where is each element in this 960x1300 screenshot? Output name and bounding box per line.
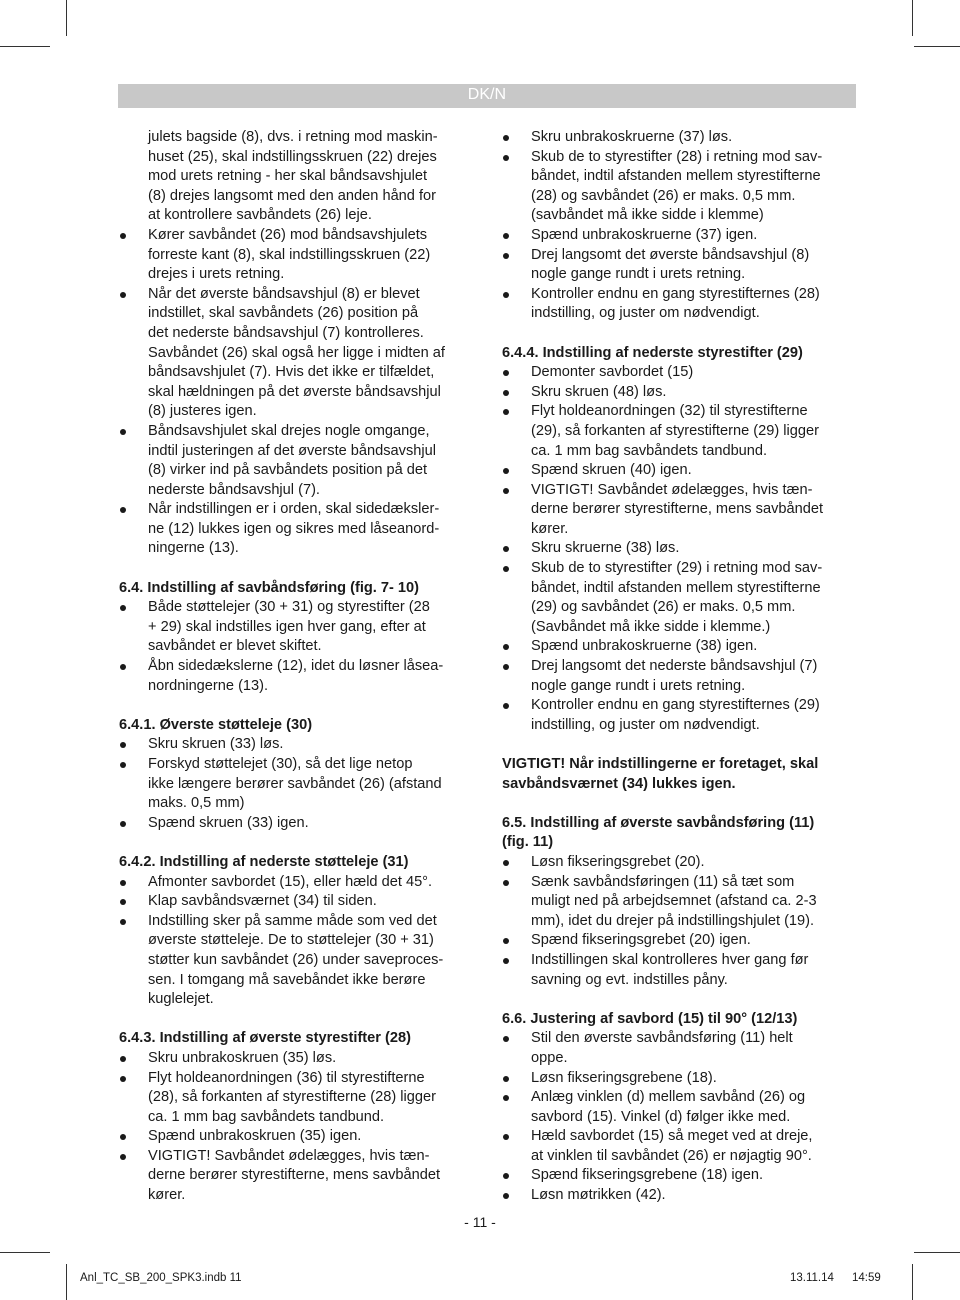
bullet-item <box>502 559 864 637</box>
text-line: maks. 0,5 mm) <box>148 795 245 812</box>
text-line: Løsn møtrikken (42). <box>531 1187 666 1204</box>
text-line: Båndsavshjulet skal drejes nogle omgange, <box>148 422 430 439</box>
spacer <box>119 1010 481 1030</box>
bullet-item <box>502 637 864 657</box>
bullet-item <box>119 1069 481 1128</box>
text-line: ningerne (13). <box>148 540 239 557</box>
bullet-item <box>502 285 864 324</box>
text-line: Indstillingen skal kontrolleres hver gang før <box>531 951 809 968</box>
text-line: at vinklen til savbåndet (26) er nøjagtig 90°. <box>531 1147 812 1164</box>
text-line: nederste båndsavshjul (7). <box>148 481 320 498</box>
left-column <box>119 128 481 1206</box>
bullet-item <box>502 539 864 559</box>
bullet-item <box>119 657 481 696</box>
text-line: Demonter savbordet (15) <box>531 364 694 381</box>
text-line: indtil justeringen af det øverste båndsavshjul <box>148 442 436 459</box>
text-line: derne berører styrestifterne, mens savbåndet <box>148 1167 441 1184</box>
spacer <box>502 324 864 344</box>
text-line: (29) og savbåndet (26) er maks. 0,5 mm. <box>531 599 796 616</box>
text-line: Spænd unbrakoskruerne (37) igen. <box>531 226 758 243</box>
text-line: nogle gange rundt i urets retning. <box>531 266 746 283</box>
text-line: Sænk savbåndsføringen (11) så tæt som <box>531 873 795 890</box>
bullet-item <box>119 1127 481 1147</box>
text-line: (fig. 11) <box>502 834 554 851</box>
text-line: forreste kant (8), skal indstillingsskruen (22) <box>148 246 431 263</box>
text-line: Kontroller endnu en gang styrestifternes (28) <box>531 285 820 302</box>
spacer <box>502 990 864 1010</box>
bullet-item <box>119 598 481 657</box>
bullet-item <box>502 128 864 148</box>
text-line: muligt ned på arbejdsemnet (afstand ca. 2-3 <box>531 893 817 910</box>
bullet-item <box>502 148 864 226</box>
bullet-item <box>502 873 864 932</box>
text-line: Drej langsomt det nederste båndsavshjul (7) <box>531 658 818 675</box>
text-line: 6.4.3. Indstilling af øverste styrestifter (28) <box>119 1030 411 1047</box>
crop-mark <box>912 0 913 36</box>
text-line: båndet, indtil afstanden mellem styrestifterne <box>531 168 821 185</box>
page-number: - 11 - <box>464 1214 496 1230</box>
text-line: Skru skruerne (38) løs. <box>531 540 680 557</box>
bullet-item <box>502 1127 864 1166</box>
bullet-item <box>119 500 481 559</box>
section-heading <box>502 344 864 364</box>
text-line: VIGTIGT! Savbåndet ødelægges, hvis tæn- <box>148 1147 430 1164</box>
text-line: ne (12) lukkes igen og sikres med låseanord- <box>148 520 440 537</box>
bullet-item <box>119 873 481 893</box>
bullet-item <box>119 735 481 755</box>
text-line: Kontroller endnu en gang styrestifternes (29) <box>531 697 820 714</box>
bullet-item <box>502 951 864 990</box>
text-line: skal hældningen på det øverste båndsavshjul <box>148 383 441 400</box>
section-heading <box>502 755 864 794</box>
bullet-item <box>119 1147 481 1206</box>
text-line: (28), så forkanten af styrestifterne (28) ligger <box>148 1089 436 1106</box>
bullet-item <box>502 402 864 461</box>
text-line: nordningerne (13). <box>148 677 269 694</box>
footer-file: Anl_TC_SB_200_SPK3.indb 11 <box>80 1272 242 1284</box>
text-line: savbord (15). Vinkel (d) følger ikke med. <box>531 1108 791 1125</box>
bullet-item <box>502 853 864 873</box>
text-line: Skub de to styrestifter (29) i retning mod sav- <box>531 560 823 577</box>
text-line: kører. <box>531 520 569 537</box>
bullet-item <box>502 1029 864 1068</box>
text-line: kuglelejet. <box>148 991 214 1008</box>
bullet-item <box>502 481 864 540</box>
bullet-item <box>502 363 864 383</box>
text-line: mm), idet du drejer på indstillingshjulet (19). <box>531 912 815 929</box>
section-heading <box>119 853 481 873</box>
text-line: Skru unbrakoskruerne (37) løs. <box>531 129 733 145</box>
crop-mark <box>914 46 960 47</box>
text-line: julets bagside (8), dvs. i retning mod maskin- <box>148 129 438 145</box>
bullet-item <box>502 1069 864 1089</box>
bullet-item <box>502 246 864 285</box>
text-line: Løsn fikseringsgrebet (20). <box>531 853 705 870</box>
crop-mark <box>66 0 67 36</box>
bullet-item <box>502 1166 864 1186</box>
text-line: VIGTIGT! Savbåndet ødelægges, hvis tæn- <box>531 481 813 498</box>
text-line: (28) og savbåndet (26) er maks. 0,5 mm. <box>531 187 796 204</box>
bullet-item <box>119 814 481 834</box>
text-line: Drej langsomt det øverste båndsavshjul (8) <box>531 246 810 263</box>
text-line: 6.4.4. Indstilling af nederste styrestifter (29) <box>502 344 803 361</box>
section-heading <box>119 1029 481 1049</box>
text-line: båndsavshjulet (7). Hvis det ikke er tilfældet, <box>148 364 435 381</box>
bullet-item <box>119 912 481 1010</box>
bullet-item <box>502 383 864 403</box>
text-line: Spænd unbrakoskruen (35) igen. <box>148 1128 362 1145</box>
text-line: (29), så forkanten af styrestifterne (29) ligger <box>531 422 819 439</box>
text-line: oppe. <box>531 1049 568 1066</box>
crop-mark <box>0 46 50 47</box>
text-line: Skru skruen (48) løs. <box>531 383 667 400</box>
text-line: støtter kun savbåndet (26) under saveproces- <box>148 951 444 968</box>
text-line: Både støttelejer (30 + 31) og styrestifter (28 <box>148 599 430 616</box>
text-line: båndet, indtil afstanden mellem styrestifterne <box>531 579 821 596</box>
text-line: Åbn sidedækslerne (12), idet du løsner låsea- <box>148 658 444 675</box>
bullet-item <box>119 755 481 814</box>
text-line: ikke længere berører savbåndet (26) (afstand <box>148 775 442 792</box>
footer-time: 14:59 <box>852 1272 881 1284</box>
text-line: Skru unbrakoskruen (35) løs. <box>148 1049 337 1066</box>
text-line: mod urets retning - her skal båndsavshjulet <box>148 168 428 185</box>
bullet-item <box>502 1088 864 1127</box>
text-line: 6.4.1. Øverste støtteleje (30) <box>119 716 313 733</box>
text-line: Klap savbåndsværnet (34) til siden. <box>148 893 377 910</box>
header-bar <box>118 84 856 108</box>
text-line: Savbåndet (26) skal også her ligge i midten af <box>148 344 445 361</box>
text-line: Når det øverste båndsavshjul (8) er blevet <box>148 285 420 302</box>
text-line: øverste støtteleje. De to støttelejer (30 + 31) <box>148 932 434 949</box>
text-line: derne berører styrestifterne, mens savbåndet <box>531 501 824 518</box>
crop-mark <box>914 1252 960 1253</box>
spacer <box>502 794 864 814</box>
paragraph <box>119 128 481 226</box>
crop-mark <box>912 1264 913 1300</box>
text-line: (savbåndet må ikke sidde i klemme) <box>531 207 764 224</box>
bullet-item <box>502 931 864 951</box>
spacer <box>502 735 864 755</box>
bullet-item <box>502 657 864 696</box>
text-line: 6.5. Indstilling af øverste savbåndsføring (11) <box>502 814 815 831</box>
text-line: (Savbåndet må ikke sidde i klemme.) <box>531 618 771 635</box>
text-line: huset (25), skal indstillingsskruen (22) drejes <box>148 148 437 165</box>
crop-mark <box>0 1252 50 1253</box>
text-line: Spænd skruen (40) igen. <box>531 462 692 479</box>
text-line: Skru skruen (33) løs. <box>148 736 284 753</box>
bullet-item <box>119 892 481 912</box>
text-line: det nederste båndsavshjul (7) kontrolleres. <box>148 324 424 341</box>
text-line: indstilling, og juster om nødvendigt. <box>531 305 760 322</box>
text-line: Afmonter savbordet (15), eller hæld det 45°. <box>148 873 433 890</box>
section-heading <box>502 1010 864 1030</box>
text-line: Skub de to styrestifter (28) i retning mod sav- <box>531 148 823 165</box>
text-line: savbåndet er blevet skiftet. <box>148 638 322 655</box>
text-line: nogle gange rundt i urets retning. <box>531 677 746 694</box>
text-line: 6.4. Indstilling af savbåndsføring (fig. 7- 10) <box>119 579 420 596</box>
language-label: DK/N <box>467 86 506 103</box>
text-line: Når indstillingen er i orden, skal sidedæksler- <box>148 501 440 518</box>
bullet-item <box>502 1186 864 1206</box>
text-line: Anlæg vinklen (d) mellem savbånd (26) og <box>531 1089 806 1106</box>
bullet-item <box>119 226 481 285</box>
text-line: Hæld savbordet (15) så meget ved at dreje, <box>531 1128 813 1145</box>
text-line: 6.4.2. Indstilling af nederste støtteleje (31) <box>119 853 409 870</box>
bullet-item <box>119 285 481 422</box>
section-heading <box>119 579 481 599</box>
text-line: VIGTIGT! Når indstillingerne er foretaget, skal <box>502 756 819 772</box>
text-line: drejes i urets retning. <box>148 266 285 283</box>
text-line: Spænd fikseringsgrebene (18) igen. <box>531 1167 764 1184</box>
text-line: Spænd unbrakoskruerne (38) igen. <box>531 638 758 655</box>
spacer <box>119 559 481 579</box>
text-line: Stil den øverste savbåndsføring (11) helt <box>531 1030 793 1047</box>
footer-date: 13.11.14 <box>790 1272 834 1284</box>
bullet-item <box>502 461 864 481</box>
text-line: Flyt holdeanordningen (36) til styrestifterne <box>148 1069 425 1086</box>
text-line: sen. I tomgang må savebåndet ikke berøre <box>148 971 426 988</box>
text-line: Løsn fikseringsgrebene (18). <box>531 1069 717 1086</box>
text-line: Flyt holdeanordningen (32) til styrestifterne <box>531 403 808 420</box>
spacer <box>119 696 481 716</box>
text-line: + 29) skal indstilles igen hver gang, efter at <box>148 618 426 635</box>
right-column <box>502 128 864 1206</box>
section-heading <box>502 814 864 853</box>
text-line: Kører savbåndet (26) mod båndsavshjulets <box>148 226 428 243</box>
text-line: (8) virker ind på savbåndets position på det <box>148 462 428 479</box>
text-line: at kontrollere savbåndets (26) leje. <box>148 207 372 224</box>
text-line: Forskyd støttelejet (30), så det lige netop <box>148 756 413 772</box>
text-line: kører. <box>148 1187 186 1204</box>
text-line: Spænd skruen (33) igen. <box>148 814 309 831</box>
text-line: (8) justeres igen. <box>148 403 257 420</box>
text-line: Spænd fikseringsgrebet (20) igen. <box>531 932 751 949</box>
text-line: 6.6. Justering af savbord (15) til 90° (12/13) <box>502 1010 798 1027</box>
crop-mark <box>66 1264 67 1300</box>
text-line: ca. 1 mm bag savbåndets tandbund. <box>148 1108 385 1125</box>
text-line: savbåndsværnet (34) lukkes igen. <box>502 775 736 792</box>
section-heading <box>119 716 481 736</box>
text-line: Indstilling sker på samme måde som ved det <box>148 912 437 929</box>
bullet-item <box>502 226 864 246</box>
bullet-item <box>502 696 864 735</box>
text-line: indstilling, og juster om nødvendigt. <box>531 716 760 733</box>
bullet-item <box>119 422 481 500</box>
spacer <box>119 833 481 853</box>
text-line: savning og evt. indstilles påny. <box>531 971 728 988</box>
text-line: ca. 1 mm bag savbåndets tandbund. <box>531 442 768 459</box>
bullet-item <box>119 1049 481 1069</box>
text-line: (8) drejes langsomt med den anden hånd for <box>148 187 436 204</box>
text-line: indstillet, skal savbåndets (26) position på <box>148 305 419 322</box>
